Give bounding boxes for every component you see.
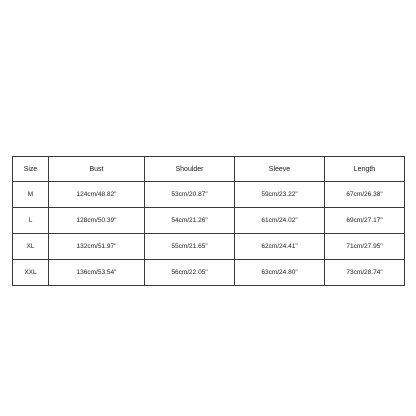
sleeve-cell: 61cm/24.02": [235, 208, 325, 234]
table-row: [13, 234, 405, 260]
header-sleeve: Sleeve: [235, 157, 325, 182]
header-row: [13, 157, 405, 182]
length-cell: 73cm/28.74": [325, 260, 405, 286]
header-size: Size: [13, 157, 49, 182]
size-cell: M: [13, 182, 49, 208]
shoulder-cell: 56cm/22.05": [145, 260, 235, 286]
table-row: [13, 182, 405, 208]
header-shoulder: Shoulder: [145, 157, 235, 182]
size-cell: XXL: [13, 260, 49, 286]
length-cell: 67cm/26.38": [325, 182, 405, 208]
bust-cell: 128cm/50.39": [49, 208, 145, 234]
shoulder-cell: 53cm/20.87": [145, 182, 235, 208]
length-cell: 71cm/27.95": [325, 234, 405, 260]
sleeve-cell: 63cm/24.80": [235, 260, 325, 286]
shoulder-cell: 55cm/21.65": [145, 234, 235, 260]
bust-cell: 136cm/53.54": [49, 260, 145, 286]
shoulder-cell: 54cm/21.26": [145, 208, 235, 234]
bust-cell: 132cm/51.97": [49, 234, 145, 260]
size-chart-table: [12, 156, 405, 286]
table-row: [13, 208, 405, 234]
sleeve-cell: 62cm/24.41": [235, 234, 325, 260]
header-length: Length: [325, 157, 405, 182]
size-chart-body: [13, 182, 405, 286]
size-cell: L: [13, 208, 49, 234]
table-row: [13, 260, 405, 286]
sleeve-cell: 59cm/23.22": [235, 182, 325, 208]
header-bust: Bust: [49, 157, 145, 182]
length-cell: 69cm/27.17": [325, 208, 405, 234]
bust-cell: 124cm/48.82": [49, 182, 145, 208]
size-chart-header: [13, 157, 405, 182]
size-cell: XL: [13, 234, 49, 260]
